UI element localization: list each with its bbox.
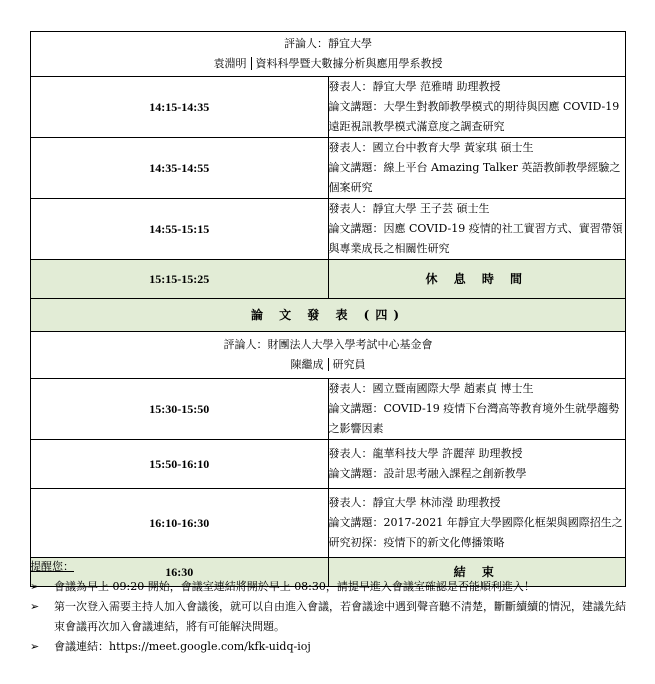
break-row [31, 260, 626, 299]
session3-chair-cell [31, 32, 626, 77]
agenda-table [30, 31, 626, 587]
time-slot: 14:55-15:15 [31, 199, 329, 260]
break-label: 休 息 時 間 [328, 260, 626, 299]
agenda-row [31, 138, 626, 199]
reminder-item [30, 637, 630, 657]
divider [328, 358, 329, 371]
time-slot: 16:10-16:30 [31, 489, 329, 558]
presenter: 發表人：龍華科技大學 許麗萍 助理教授 [328, 447, 523, 460]
paper-topic: 論文講題：COVID-19 疫情下台灣高等教育境外生就學趨勢之影響因素 [328, 402, 620, 435]
paper-detail [328, 77, 626, 138]
reminder-item [30, 577, 630, 597]
reminder-item [30, 597, 630, 637]
divider [251, 57, 252, 70]
reminder-list [30, 577, 630, 657]
agenda-row [31, 199, 626, 260]
time-slot: 15:50-16:10 [31, 440, 329, 489]
arrow-bullet-icon: ➢ [30, 580, 40, 593]
paper-detail [328, 440, 626, 489]
paper-detail [328, 138, 626, 199]
presenter: 發表人：國立台中教育大學 黃家琪 碩士生 [328, 141, 534, 154]
session4-chair-cell [31, 332, 626, 379]
break-time: 15:15-15:25 [31, 260, 329, 299]
presenter: 發表人：靜宜大學 林沛瀅 助理教授 [328, 496, 501, 509]
arrow-bullet-icon: ➢ [30, 600, 40, 613]
time-slot: 14:35-14:55 [31, 138, 329, 199]
reminder-text: 第一次登入需要主持人加入會議後，就可以自由進入會議，若會議途中遇到聲音聽不清楚，斷斷續續的情況，建議先結束會議再次加入會議連結，將有可能解決問題。 [54, 600, 626, 633]
agenda-row [31, 489, 626, 558]
agenda-row [31, 440, 626, 489]
session3-chair-row [31, 32, 626, 77]
reminder-text: 會議為早上 09:20 開始，會議室連結將開於早上 08:30，請提早進入會議室確認是否能順利進入！ [54, 580, 535, 593]
session4-chair-row [31, 332, 626, 379]
session4-chair-line: 評論人：財團法人大學入學考試中心基金會 [223, 338, 433, 351]
meeting-link[interactable]: 會議連結：https://meet.google.com/kfk-uidq-ioj [54, 640, 311, 653]
session4-title: 論 文 發 表 (四) [31, 299, 626, 332]
session3-chair-line: 評論人：靜宜大學 [284, 37, 372, 50]
paper-topic: 論文講題：2017-2021 年靜宜大學國際化框架與國際招生之研究初探：疫情下的新文化傳播策略 [328, 516, 623, 549]
reminder-title: 提醒您： [30, 560, 74, 573]
arrow-bullet-icon: ➢ [30, 640, 40, 653]
session3-chair-name: 袁淵明 [213, 57, 247, 70]
presenter: 發表人：國立暨南國際大學 趙素貞 博士生 [328, 382, 534, 395]
time-slot: 15:30-15:50 [31, 379, 329, 440]
agenda-row [31, 379, 626, 440]
agenda-row [31, 77, 626, 138]
paper-detail [328, 199, 626, 260]
paper-topic: 論文講題：線上平台 Amazing Talker 英語教師教學經驗之個案研究 [328, 161, 621, 194]
session4-chair-dept: 研究員 [332, 358, 366, 371]
end-label: 結 束 [328, 558, 626, 587]
session4-title-row [31, 299, 626, 332]
session3-chair-dept: 資料科學暨大數據分析與應用學系教授 [255, 57, 443, 70]
reminder-section [30, 557, 630, 657]
time-slot: 14:15-14:35 [31, 77, 329, 138]
paper-detail [328, 379, 626, 440]
paper-topic: 論文講題：大學生對教師教學模式的期待與因應 COVID-19 遠距視訊教學模式滿意度之調查研究 [328, 100, 620, 133]
paper-topic: 論文講題：設計思考融入課程之創新教學 [328, 467, 527, 480]
paper-topic: 論文講題：因應 COVID-19 疫情的社工實習方式、實習帶領與專業成長之相關性研究 [328, 222, 623, 255]
paper-detail [328, 489, 626, 558]
end-time: 16:30 [31, 558, 329, 587]
presenter: 發表人：靜宜大學 王子芸 碩士生 [328, 202, 490, 215]
session4-chair-name: 陳繼成 [290, 358, 324, 371]
presenter: 發表人：靜宜大學 范雅晴 助理教授 [328, 80, 501, 93]
